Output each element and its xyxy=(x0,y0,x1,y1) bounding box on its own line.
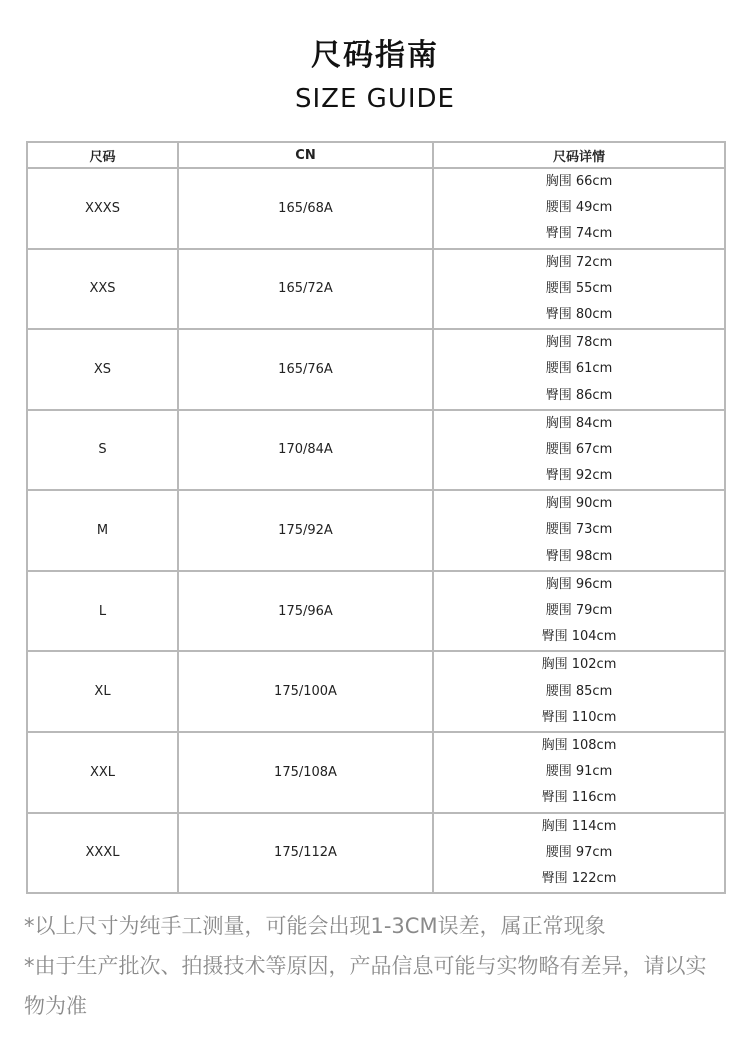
size-cell: S xyxy=(27,410,178,491)
details-cell xyxy=(433,410,725,491)
measurement-line: 腰围 97cm xyxy=(545,844,613,860)
table-row xyxy=(27,410,725,491)
measurement-line: 胸围 90cm xyxy=(545,496,613,512)
measurement-line: 腰围 49cm xyxy=(545,200,613,216)
size-cell: XXS xyxy=(27,249,178,330)
cn-size-cell: 165/68A xyxy=(178,168,433,249)
measurement-line: 胸围 72cm xyxy=(545,254,613,270)
measurement-line: 胸围 96cm xyxy=(545,576,613,592)
note-disclaimer: *由于生产批次、拍摄技术等原因，产品信息可能与实物略有差异，请以实物为准 xyxy=(24,954,707,1018)
cn-size-cell: 175/96A xyxy=(178,571,433,652)
details-cell xyxy=(433,490,725,571)
column-header-size: 尺码 xyxy=(27,142,178,168)
table-row xyxy=(27,490,725,571)
cn-size-cell: 175/100A xyxy=(178,651,433,732)
table-row xyxy=(27,571,725,652)
column-header-cn: CN xyxy=(178,142,433,168)
details-cell xyxy=(433,571,725,652)
measurement-line: 腰围 73cm xyxy=(545,522,613,538)
measurement-line: 腰围 67cm xyxy=(545,441,613,457)
table-row xyxy=(27,732,725,813)
measurement-line: 臀围 92cm xyxy=(545,468,613,484)
page-subtitle: SIZE GUIDE xyxy=(295,84,455,114)
measurement-line: 臀围 104cm xyxy=(541,629,617,645)
measurement-line: 腰围 79cm xyxy=(545,603,613,618)
measurement-line: 胸围 114cm xyxy=(541,818,617,834)
measurement-line: 腰围 85cm xyxy=(545,683,613,699)
measurement-line: 臀围 80cm xyxy=(545,306,613,322)
measurement-line: 胸围 108cm xyxy=(541,737,617,753)
table-body xyxy=(27,168,725,893)
details-cell xyxy=(433,168,725,249)
measurement-line: 胸围 66cm xyxy=(545,174,613,189)
cn-size-cell: 175/108A xyxy=(178,732,433,813)
cn-size-cell: 170/84A xyxy=(178,410,433,491)
size-cell: XS xyxy=(27,329,178,410)
measurement-line: 胸围 78cm xyxy=(545,335,613,351)
size-cell: XXXS xyxy=(27,168,178,249)
measurement-line: 臀围 110cm xyxy=(541,709,617,725)
table-header-row xyxy=(27,142,725,168)
details-cell xyxy=(433,732,725,813)
size-cell: M xyxy=(27,490,178,571)
size-cell: XXXL xyxy=(27,813,178,894)
measurement-line: 臀围 122cm xyxy=(541,870,617,886)
cn-size-cell: 165/76A xyxy=(178,329,433,410)
measurement-line: 臀围 74cm xyxy=(545,226,613,242)
size-table xyxy=(26,141,726,894)
cn-size-cell: 175/92A xyxy=(178,490,433,571)
details-cell xyxy=(433,651,725,732)
table-row xyxy=(27,249,725,330)
page-title: 尺码指南 xyxy=(311,38,439,73)
table-row xyxy=(27,329,725,410)
measurement-line: 腰围 91cm xyxy=(545,764,613,780)
measurement-line: 臀围 86cm xyxy=(545,387,613,403)
measurement-line: 腰围 61cm xyxy=(545,361,613,377)
cn-size-cell: 175/112A xyxy=(178,813,433,894)
size-cell: XL xyxy=(27,651,178,732)
measurement-line: 臀围 116cm xyxy=(541,790,617,806)
details-cell xyxy=(433,249,725,330)
measurement-line: 臀围 98cm xyxy=(545,548,613,564)
table-row xyxy=(27,168,725,249)
size-cell: XXL xyxy=(27,732,178,813)
notes xyxy=(24,906,724,1026)
measurement-line: 胸围 84cm xyxy=(545,415,613,431)
measurement-line: 腰围 55cm xyxy=(545,280,613,296)
measurement-line: 胸围 102cm xyxy=(541,657,617,673)
table-row xyxy=(27,651,725,732)
cn-size-cell: 165/72A xyxy=(178,249,433,330)
table-row xyxy=(27,813,725,894)
size-cell: L xyxy=(27,571,178,652)
details-cell xyxy=(433,329,725,410)
note-measurement: *以上尺寸为纯手工测量，可能会出现1-3CM误差，属正常现象 xyxy=(24,914,606,938)
column-header-details: 尺码详情 xyxy=(433,142,725,168)
details-cell xyxy=(433,813,725,894)
